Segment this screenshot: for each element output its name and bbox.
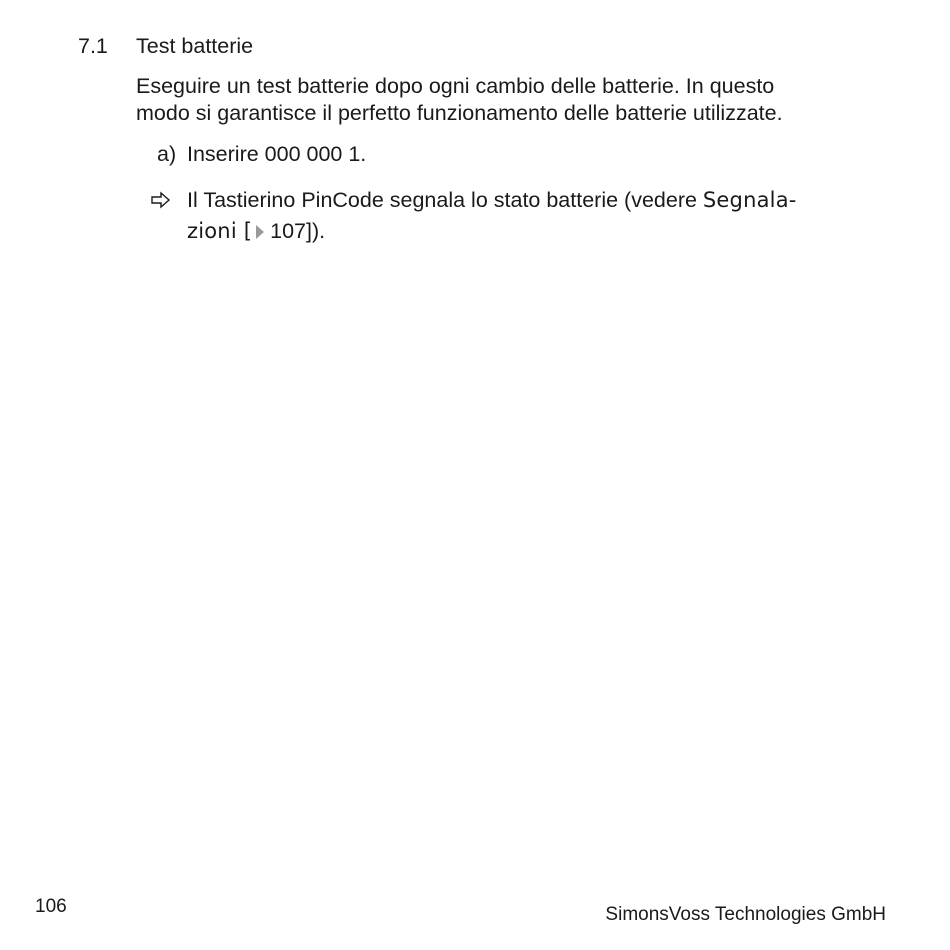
step-text: Inserire 000 000 1. (187, 142, 367, 166)
result-text (187, 185, 890, 247)
step-marker: a) (157, 142, 177, 166)
section-heading (78, 33, 253, 59)
result-line-2 (187, 216, 890, 247)
cross-reference-link-continued[interactable]: zioni (187, 219, 237, 243)
result-line-1 (187, 185, 890, 216)
section-title: Test batterie (136, 34, 254, 58)
hollow-right-arrow-icon (150, 189, 172, 211)
page-reference-triangle-icon (256, 225, 264, 239)
result-text-before-link: Il Tastierino PinCode segnala lo stato batterie (vedere (187, 188, 703, 212)
result-text-after: ]). (306, 219, 326, 243)
footer-page-number: 106 (35, 896, 67, 917)
page-reference-number[interactable]: 107 (270, 219, 307, 243)
section-number: 7.1 (78, 34, 108, 58)
intro-line-2: modo si garantisce il perfetto funzionamento delle batterie utilizzate. (136, 101, 783, 125)
bracket-open: [ (236, 219, 253, 243)
footer-company-name: SimonsVoss Technologies GmbH (605, 904, 886, 925)
cross-reference-link[interactable]: Segnala- (702, 188, 797, 212)
instruction-step (157, 141, 366, 168)
intro-paragraph (136, 73, 876, 127)
intro-line-1: Eseguire un test batterie dopo ogni cambio delle batterie. In questo (136, 74, 775, 98)
result-block (150, 185, 890, 247)
